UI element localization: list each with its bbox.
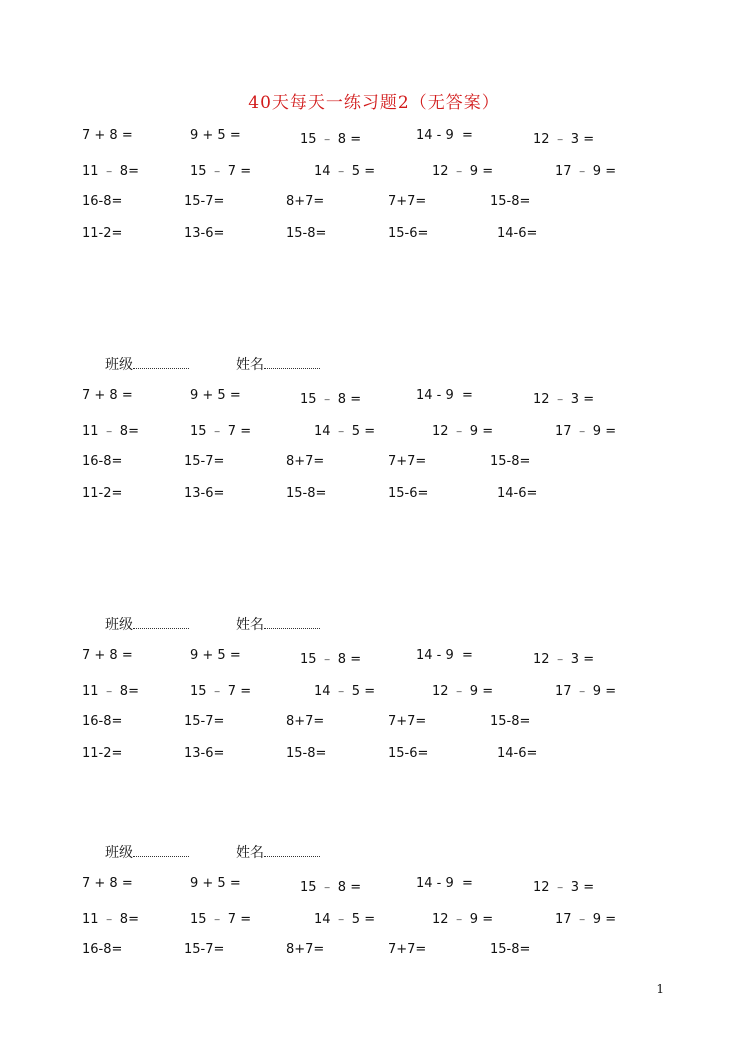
exercise-item: 15-8= <box>286 226 327 241</box>
exercise-item: 7 + 8 = <box>82 648 133 663</box>
exercise-item: 16-8= <box>82 714 123 729</box>
exercise-item: 12 ﹣ 3 = <box>533 880 595 895</box>
class-blank <box>133 618 189 629</box>
exercise-row <box>0 194 748 214</box>
class-label: 班级 <box>105 842 189 862</box>
exercise-item: 15 ﹣ 8 = <box>300 880 362 895</box>
exercise-item: 17 ﹣ 9 = <box>555 684 617 699</box>
exercise-item: 14-6= <box>497 226 538 241</box>
exercise-item: 12 ﹣ 9 = <box>432 684 494 699</box>
exercise-item: 15-8= <box>490 454 531 469</box>
exercise-row <box>0 226 748 246</box>
exercise-item: 11 ﹣ 8= <box>82 164 139 179</box>
exercise-item: 16-8= <box>82 942 123 957</box>
name-label: 姓名 <box>236 614 320 634</box>
exercise-item: 14 - 9 = <box>416 648 473 663</box>
exercise-item: 7+7= <box>388 454 427 469</box>
exercise-item: 12 ﹣ 3 = <box>533 392 595 407</box>
exercise-item: 14 - 9 = <box>416 388 473 403</box>
name-blank <box>264 618 320 629</box>
exercise-item: 15 ﹣ 8 = <box>300 392 362 407</box>
exercise-item: 14 ﹣ 5 = <box>314 424 376 439</box>
exercise-item: 14-6= <box>497 486 538 501</box>
exercise-row <box>0 908 748 928</box>
exercise-row <box>0 876 748 896</box>
exercise-item: 15-6= <box>388 226 429 241</box>
page-number: 1 <box>656 982 664 996</box>
exercise-item: 7 + 8 = <box>82 128 133 143</box>
exercise-row <box>0 420 748 440</box>
name-blank <box>264 358 320 369</box>
exercise-item: 9 + 5 = <box>190 128 241 143</box>
exercise-item: 14 ﹣ 5 = <box>314 684 376 699</box>
exercise-item: 7+7= <box>388 714 427 729</box>
name-blank <box>264 846 320 857</box>
exercise-row <box>0 128 748 148</box>
exercise-item: 7+7= <box>388 942 427 957</box>
exercise-item: 7+7= <box>388 194 427 209</box>
exercise-item: 15-8= <box>490 194 531 209</box>
exercise-item: 15 ﹣ 7 = <box>190 164 252 179</box>
exercise-item: 16-8= <box>82 454 123 469</box>
exercise-row <box>0 714 748 734</box>
exercise-item: 8+7= <box>286 942 325 957</box>
exercise-item: 15 ﹣ 8 = <box>300 652 362 667</box>
exercise-item: 7 + 8 = <box>82 876 133 891</box>
exercise-item: 15 ﹣ 7 = <box>190 424 252 439</box>
exercise-item: 14 - 9 = <box>416 876 473 891</box>
class-blank <box>133 358 189 369</box>
exercise-item: 12 ﹣ 3 = <box>533 132 595 147</box>
exercise-row <box>0 746 748 766</box>
class-blank <box>133 846 189 857</box>
exercise-item: 12 ﹣ 9 = <box>432 164 494 179</box>
exercise-item: 13-6= <box>184 226 225 241</box>
exercise-item: 15-8= <box>286 486 327 501</box>
exercise-item: 17 ﹣ 9 = <box>555 912 617 927</box>
exercise-item: 17 ﹣ 9 = <box>555 164 617 179</box>
exercise-row <box>0 942 748 962</box>
exercise-row <box>0 160 748 180</box>
exercise-item: 15-6= <box>388 746 429 761</box>
exercise-item: 13-6= <box>184 486 225 501</box>
exercise-item: 15-8= <box>490 714 531 729</box>
exercise-item: 11-2= <box>82 486 123 501</box>
exercise-item: 15-7= <box>184 714 225 729</box>
exercise-item: 7 + 8 = <box>82 388 133 403</box>
class-label: 班级 <box>105 354 189 374</box>
exercise-item: 14 ﹣ 5 = <box>314 164 376 179</box>
exercise-item: 12 ﹣ 9 = <box>432 424 494 439</box>
exercise-item: 9 + 5 = <box>190 388 241 403</box>
exercise-item: 11-2= <box>82 226 123 241</box>
name-label: 姓名 <box>236 842 320 862</box>
exercise-item: 8+7= <box>286 194 325 209</box>
exercise-item: 11 ﹣ 8= <box>82 684 139 699</box>
exercise-item: 12 ﹣ 3 = <box>533 652 595 667</box>
exercise-item: 15-7= <box>184 454 225 469</box>
exercise-row <box>0 454 748 474</box>
exercise-item: 15 ﹣ 7 = <box>190 912 252 927</box>
exercise-row <box>0 486 748 506</box>
exercise-item: 15-7= <box>184 194 225 209</box>
exercise-item: 11 ﹣ 8= <box>82 912 139 927</box>
exercise-item: 14 ﹣ 5 = <box>314 912 376 927</box>
class-label: 班级 <box>105 614 189 634</box>
exercise-item: 8+7= <box>286 454 325 469</box>
exercise-item: 15-8= <box>286 746 327 761</box>
exercise-item: 14 - 9 = <box>416 128 473 143</box>
exercise-item: 15 ﹣ 8 = <box>300 132 362 147</box>
exercise-item: 15-8= <box>490 942 531 957</box>
exercise-row <box>0 388 748 408</box>
exercise-item: 14-6= <box>497 746 538 761</box>
exercise-row <box>0 680 748 700</box>
page-title: 40天每天一练习题2（无答案） <box>248 93 500 113</box>
exercise-item: 11-2= <box>82 746 123 761</box>
exercise-item: 9 + 5 = <box>190 648 241 663</box>
exercise-item: 15-7= <box>184 942 225 957</box>
exercise-item: 9 + 5 = <box>190 876 241 891</box>
exercise-item: 8+7= <box>286 714 325 729</box>
name-label: 姓名 <box>236 354 320 374</box>
exercise-item: 15-6= <box>388 486 429 501</box>
exercise-row <box>0 648 748 668</box>
exercise-item: 12 ﹣ 9 = <box>432 912 494 927</box>
exercise-item: 13-6= <box>184 746 225 761</box>
exercise-item: 16-8= <box>82 194 123 209</box>
exercise-item: 15 ﹣ 7 = <box>190 684 252 699</box>
exercise-item: 17 ﹣ 9 = <box>555 424 617 439</box>
exercise-item: 11 ﹣ 8= <box>82 424 139 439</box>
